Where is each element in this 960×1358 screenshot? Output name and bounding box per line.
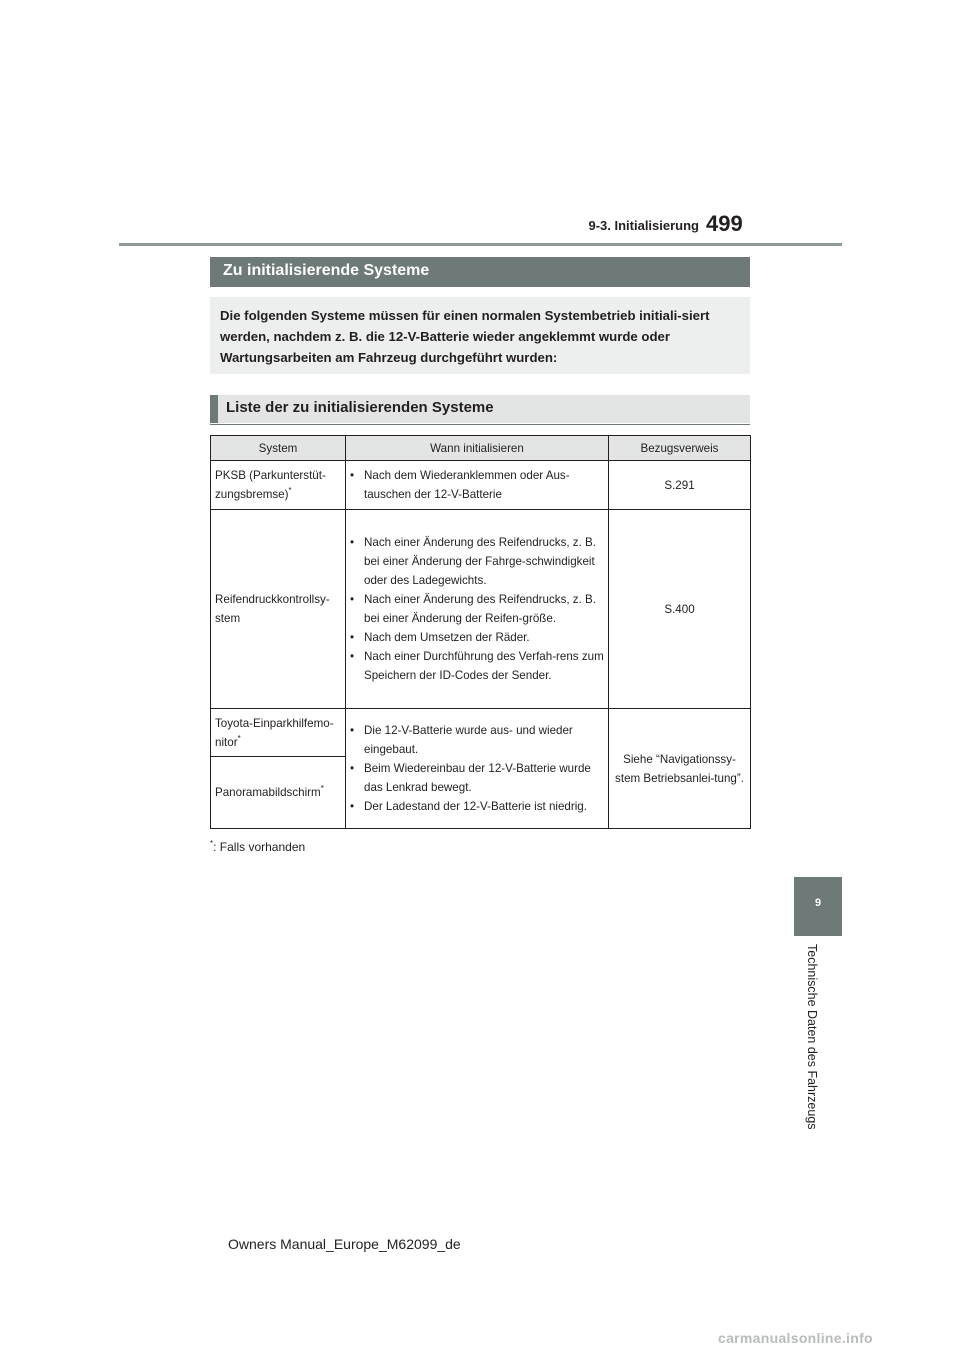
- header-when: Wann initialisieren: [346, 436, 609, 461]
- table-row: [211, 510, 751, 709]
- when-text: Nach dem Umsetzen der Räder.: [364, 631, 530, 644]
- chapter-title: Technische Daten des Fahrzeugs: [805, 944, 819, 1130]
- watermark: carmanualsonline.info: [718, 1330, 873, 1346]
- system-cell: [211, 757, 346, 829]
- intro-box: [210, 297, 750, 374]
- system-cell: [211, 709, 346, 757]
- bullet-glyph: •: [350, 631, 355, 644]
- system-name: Reifendruckkontrollsy-stem: [215, 593, 330, 625]
- bullet-glyph: •: [350, 762, 355, 775]
- system-name: Panoramabildschirm: [215, 786, 321, 799]
- chapter-number: 9: [814, 897, 822, 909]
- table-header-row: [211, 436, 751, 461]
- bullet-glyph: •: [350, 724, 355, 737]
- system-name: PKSB (Parkunterstüt-zungsbremse): [215, 469, 326, 501]
- when-text: Nach einer Durchführung des Verfah-rens zum Speichern der ID-Codes der Sender.: [364, 650, 604, 682]
- list-item: [350, 797, 604, 816]
- list-item: [350, 466, 604, 504]
- reference-cell: Siehe “Navigationssy-stem Betriebsanlei-tung”.: [609, 709, 751, 829]
- header-system: System: [211, 436, 346, 461]
- when-text: Nach einer Änderung des Reifendrucks, z. B. bei einer Änderung der Fahrge-schwindigkeit oder des Ladegewichts.: [364, 536, 596, 587]
- section-banner-title: Zu initialisierende Systeme: [223, 262, 430, 279]
- subsection-bar: [210, 395, 750, 423]
- footnote-text: : Falls vorhanden: [213, 840, 306, 854]
- when-cell: [346, 709, 609, 829]
- when-text: Nach dem Wiederanklemmen oder Aus-tauschen der 12-V-Batterie: [364, 469, 570, 501]
- bullet-glyph: •: [350, 536, 355, 549]
- when-list: [350, 466, 604, 504]
- system-name: Toyota-Einparkhilfemo-nitor: [215, 716, 334, 749]
- when-list: [350, 533, 604, 685]
- when-text: Die 12-V-Batterie wurde aus- und wieder eingebaut.: [364, 724, 573, 756]
- systems-table: [210, 435, 751, 829]
- system-footnote-mark: *: [237, 733, 241, 743]
- intro-text: Die folgenden Systeme müssen für einen normalen Systembetrieb initiali-siert werden, nachdem z. B. die 12-V-Batterie wieder angeklemmt wurde oder Wartungsarbeiten am Fahrzeug durchgeführt wurden:: [220, 308, 710, 365]
- system-footnote-mark: *: [320, 784, 324, 794]
- subsection-accent: [210, 395, 218, 423]
- subsection-title: Liste der zu initialisierenden Systeme: [226, 399, 494, 416]
- list-item: [350, 759, 604, 797]
- system-cell: [211, 461, 346, 510]
- when-text: Der Ladestand der 12-V-Batterie ist niedrig.: [364, 800, 587, 813]
- system-cell: [211, 510, 346, 709]
- chapter-tab: [794, 877, 842, 936]
- list-item: [350, 590, 604, 628]
- when-cell: [346, 461, 609, 510]
- footer-manual-name: Owners Manual_Europe_M62099_de: [228, 1236, 461, 1252]
- table-row: [211, 709, 751, 757]
- footnote: [210, 840, 305, 854]
- reference-cell: S.400: [609, 510, 751, 709]
- list-item: [350, 721, 604, 759]
- system-footnote-mark: *: [288, 486, 292, 496]
- list-item: [350, 628, 604, 647]
- list-item: [350, 533, 604, 590]
- section-banner: [210, 257, 750, 287]
- bullet-glyph: •: [350, 469, 355, 482]
- list-item: [350, 647, 604, 685]
- footnote-mark: *: [210, 839, 214, 848]
- when-cell: [346, 510, 609, 709]
- header-rule: [119, 243, 842, 246]
- bullet-glyph: •: [350, 593, 355, 606]
- reference-cell: S.291: [609, 461, 751, 510]
- table-row: [211, 461, 751, 510]
- subsection-rule: [210, 424, 750, 425]
- header-section-title: 9-3. Initialisierung: [588, 218, 699, 233]
- when-text: Nach einer Änderung des Reifendrucks, z. B. bei einer Änderung der Reifen-größe.: [364, 593, 596, 625]
- when-list: [350, 721, 604, 816]
- bullet-glyph: •: [350, 800, 355, 813]
- page-number: 499: [706, 211, 743, 236]
- when-text: Beim Wiedereinbau der 12-V-Batterie wurde das Lenkrad bewegt.: [364, 762, 591, 794]
- header-reference: Bezugsverweis: [609, 436, 751, 461]
- bullet-glyph: •: [350, 650, 355, 663]
